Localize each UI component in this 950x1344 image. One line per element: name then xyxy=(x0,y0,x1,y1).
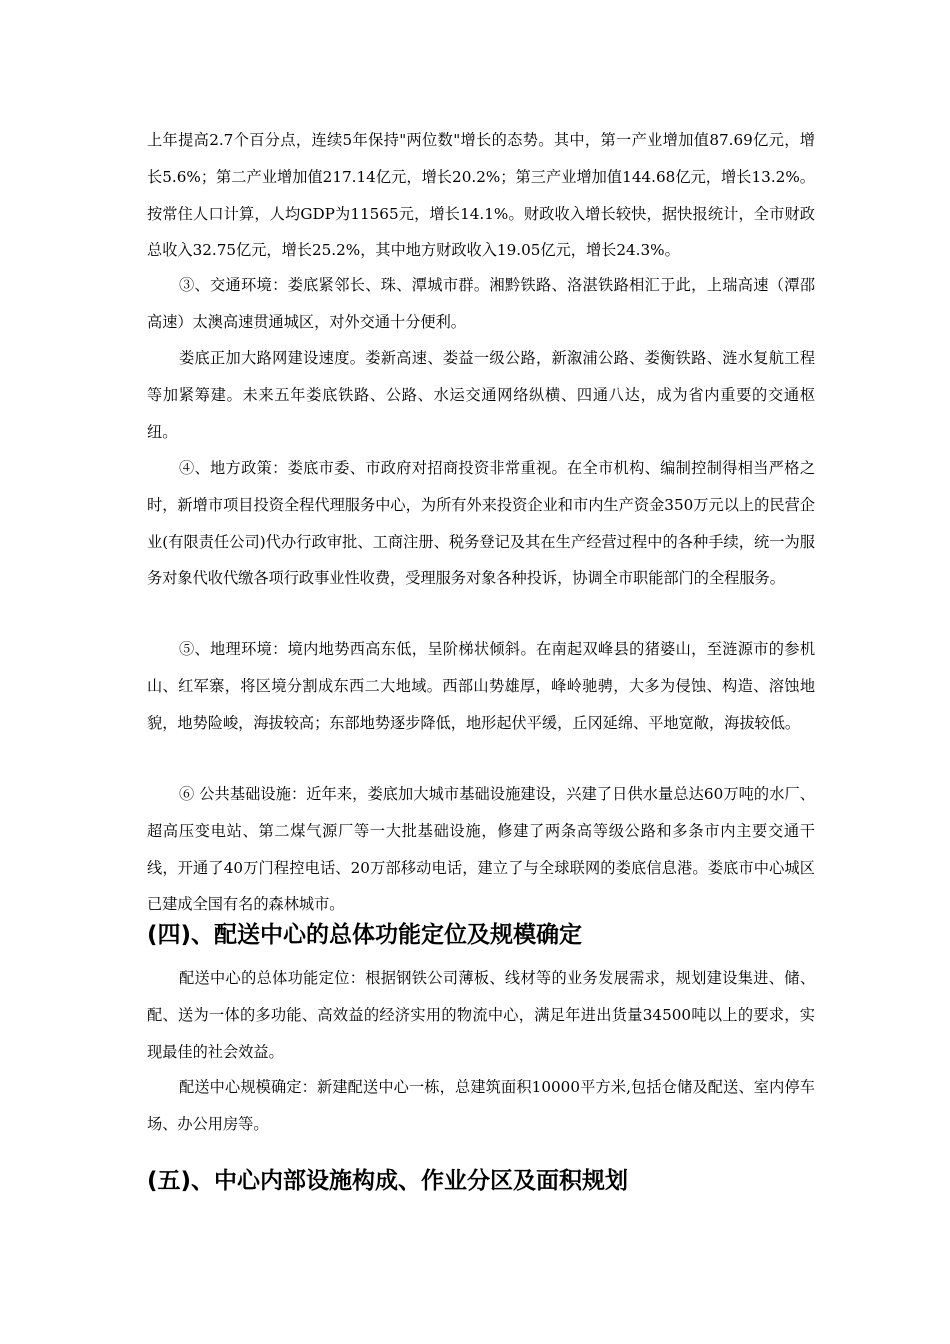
paragraph-economy: 上年提高2.7个百分点，连续5年保持"两位数"增长的态势。其中，第一产业增加值87.69亿元，增长5.6%；第二产业增加值217.14亿元，增长20.2%；第三产业增加值144.68亿元，增长13.2%。按常住人口计算，人均GDP为11565元，增长14.1%。财政收入增长较快，据快报统计，全市财政总收入32.75亿元，增长25.2%，其中地方财政收入19.05亿元，增长24.3%。 xyxy=(147,131,815,260)
section-heading-4: (四)、配送中心的总体功能定位及规模确定 xyxy=(147,922,583,948)
paragraph-scale: 配送中心规模确定：新建配送中心一栋，总建筑面积10000平方米,包括仓储及配送、室内停车场、办公用房等。 xyxy=(147,1078,815,1133)
paragraph-infrastructure: ⑥ 公共基础设施：近年来，娄底加大城市基础设施建设，兴建了日供水量总达60万吨的水厂、超高压变电站、第二煤气源厂等一大批基础设施，修建了两条高等级公路和多条市内主要交通干线，开通了40万门程控电话、20万部移动电话，建立了与全球联网的娄底信息港。娄底市中心城区已建成全国有名的森林城市。 xyxy=(147,785,815,914)
paragraph-geography: ⑤、地理环境：境内地势西高东低，呈阶梯状倾斜。在南起双峰县的猪婆山，至涟源市的参机山、红军寨，将区境分割成东西二大地域。西部山势雄厚，峰岭驰骋，大多为侵蚀、构造、溶蚀地貌，地势险峻，海拔较高；东部地势逐步降低，地形起伏平缓，丘冈延绵、平地宽敞，海拔较低。 xyxy=(147,640,815,732)
paragraph-transport: ③、交通环境：娄底紧邻长、珠、潭城市群。湘黔铁路、洛湛铁路相汇于此，上瑞高速（潭邵高速）太澳高速贯通城区，对外交通十分便利。 xyxy=(147,276,815,331)
section-heading-5: (五)、中心内部设施构成、作业分区及面积规划 xyxy=(147,1168,629,1194)
paragraph-function-positioning: 配送中心的总体功能定位：根据钢铁公司薄板、线材等的业务发展需求，规划建设集进、储、配、送为一体的多功能、高效益的经济实用的物流中心，满足年进出货量34500吨以上的要求，实现最佳的社会效益。 xyxy=(147,969,815,1061)
paragraph-road-network: 娄底正加大路网建设速度。娄新高速、娄益一级公路，新溆浦公路、娄衡铁路、涟水复航工程等加紧筹建。未来五年娄底铁路、公路、水运交通网络纵横、四通八达，成为省内重要的交通枢纽。 xyxy=(147,349,815,441)
paragraph-local-policy: ④、地方政策：娄底市委、市政府对招商投资非常重视。在全市机构、编制控制得相当严格之时，新增市项目投资全程代理服务中心，为所有外来投资企业和市内生产资金350万元以上的民营企业(有限责任公司)代办行政审批、工商注册、税务登记及其在生产经营过程中的各种手续，统一为服务对象代收代缴各项行政事业性收费，受理服务对象各种投诉，协调全市职能部门的全程服务。 xyxy=(147,459,815,588)
